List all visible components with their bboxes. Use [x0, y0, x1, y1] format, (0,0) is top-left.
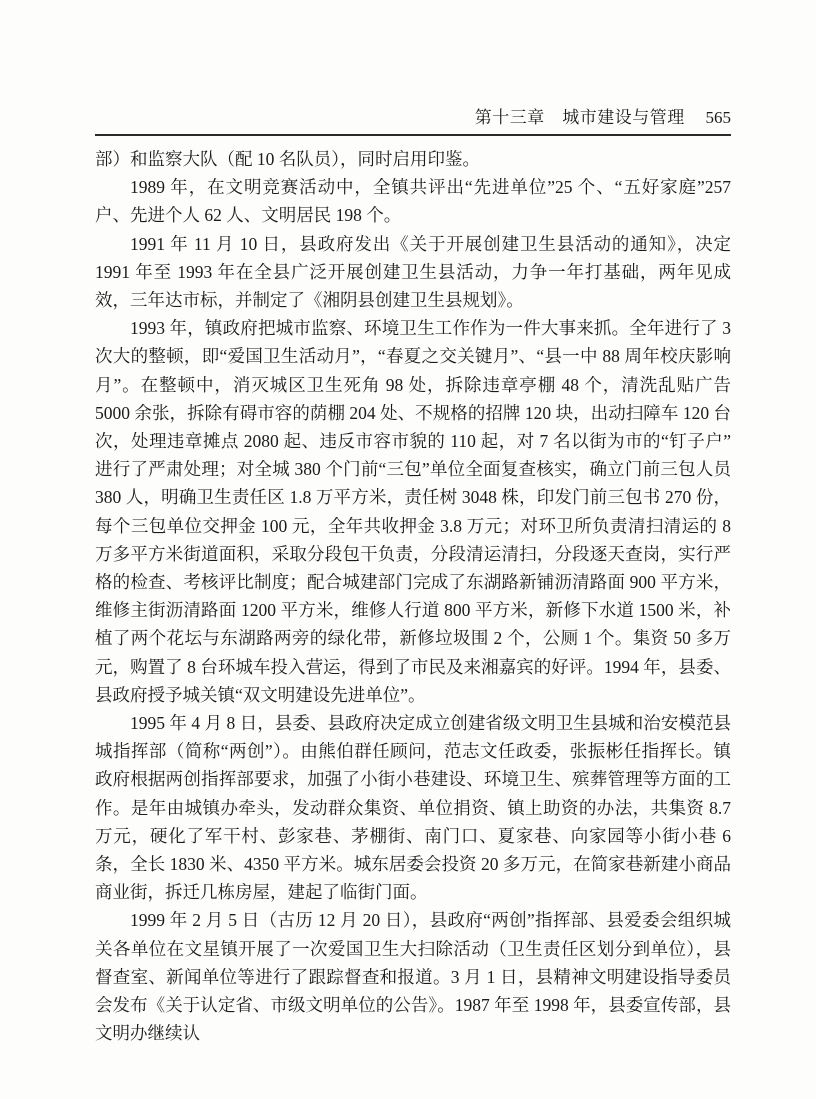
paragraph-1993: 1993 年，镇政府把城市监察、环境卫生工作作为一件大事来抓。全年进行了 3 次大的整顿，即“爱国卫生活动月”，“春夏之交关键月”、“县一中 88 周年校庆影响月”。在整顿中，消灭城区卫生死角 98 处，拆除违章亭棚 48 个，清洗乱贴广告 5000 余张，拆除有碍市容的荫棚 204 处、不规格的招牌 120 块，出动扫障车 120 台次，处理违章摊点 2080 起、违反市容市貌的 110 起，对 7 名以街为市的“钉子户”进行了严肃处理；对全城 380 个门前“三包”单位全面复查核实，确立门前三包人员 380 人，明确卫生责任区 1.8 万平方米，责任树 3048 株，印发门前三包书 270 份，每个三包单位交押金 100 元，全年共收押金 3.8 万元；对环卫所负责清扫清运的 8 万多平方米街道面积，采取分段包干负责，分段清运清扫，分段逐天查岗，实行严格的检查、考核评比制度；配合城建部门完成了东湖路新铺沥清路面 900 平方米，维修主街沥清路面 1200 平方米，维修人行道 800 平方米，新修下水道 1500 米，补植了两个花坛与东湖路两旁的绿化带，新修垃圾围 2 个，公厕 1 个。集资 50 多万元，购置了 8 台环城车投入营运，得到了市民及来湘嘉宾的好评。1994 年，县委、县政府授予城关镇“双文明建设先进单位”。 [95, 318, 731, 705]
paragraph-1989: 1989 年，在文明竞赛活动中，全镇共评出“先进单位”25 个、“五好家庭”257 户、先进个人 62 人、文明居民 198 个。 [95, 177, 731, 226]
paragraph-1995: 1995 年 4 月 8 日，县委、县政府决定成立创建省级文明卫生县城和治安模范县城指挥部（简称“两创”）。由熊伯群任顾问，范志文任政委，张振彬任指挥长。镇政府根据两创指挥部要求，加强了小街小巷建设、环境卫生、殡葬管理等方面的工作。是年由城镇办牵头，发动群众集资、单位捐资、镇上助资的办法，共集资 8.7 万元，硬化了军干村、彭家巷、茅棚街、南门口、夏家巷、向家园等小街小巷 6 条，全长 1830 米、4350 平方米。城东居委会投资 20 多万元，在简家巷新建小商品商业街，拆迁几栋房屋，建起了临街门面。 [95, 713, 731, 903]
paragraph-1991: 1991 年 11 月 10 日，县政府发出《关于开展创建卫生县活动的通知》，决定 1991 年至 1993 年在全县广泛开展创建卫生县活动，力争一年打基础，两年见成效，三年达市标，并制定了《湘阴县创建卫生县规划》。 [95, 233, 731, 311]
paragraph-continuation: 部）和监察大队（配 10 名队员），同时启用印鉴。 [95, 149, 480, 169]
paragraph-1999: 1999 年 2 月 5 日（古历 12 月 20 日），县政府“两创”指挥部、县爱委会组织城关各单位在文星镇开展了一次爱国卫生大扫除活动（卫生责任区划分到单位），县督查室、新闻单位等进行了跟踪督查和报道。3 月 1 日，县精神文明建设指导委员会发布《关于认定省、市级文明单位的公告》。1987 年至 1998 年，县委宣传部，县文明办继续认 [95, 910, 731, 1044]
running-header [95, 103, 731, 136]
chapter-title: 第十三章 城市建设与管理 [474, 108, 685, 127]
body-text [95, 145, 731, 1048]
page-number: 565 [705, 108, 731, 127]
